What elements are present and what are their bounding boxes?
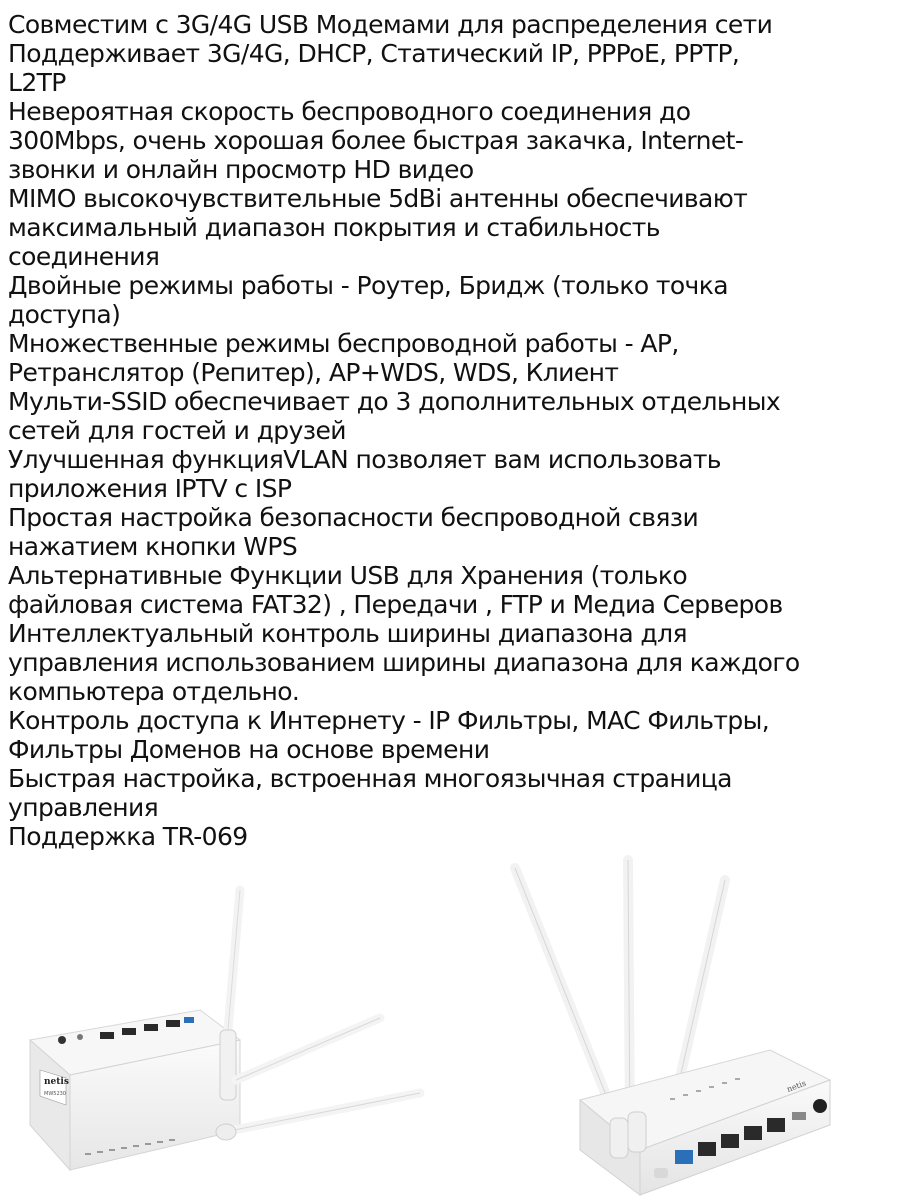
feature-item: Поддержка TR-069 <box>8 822 248 851</box>
router-photo-right <box>470 850 900 1200</box>
antenna-icon <box>515 868 620 1130</box>
antenna-icon <box>236 1018 380 1080</box>
feature-item: MIMO высокочувствительные 5dBi антенны обеспечивают максимальный диапазон покрытия и стабильность соединения <box>8 184 748 271</box>
feature-item: Мульти-SSID обеспечивает до 3 дополнительных отдельных сетей для гостей и друзей <box>8 387 781 445</box>
feature-item: Простая настройка безопасности беспроводной связи нажатием кнопки WPS <box>8 503 699 561</box>
feature-item: Множественные режимы беспроводной работы - AP, Ретранслятор (Репитер), AP+WDS, WDS, Клиент <box>8 329 679 387</box>
feature-item: Быстрая настройка, встроенная многоязычная страница управления <box>8 764 732 822</box>
svg-text:netis: netis <box>44 1077 69 1087</box>
svg-text:MW5230: MW5230 <box>44 1091 66 1097</box>
svg-text:netis: netis <box>785 1078 808 1094</box>
router-photo-left <box>0 870 440 1200</box>
feature-item: Совместим с 3G/4G USB Модемами для распределения сети <box>8 10 773 39</box>
feature-list <box>8 10 898 851</box>
antenna-icon <box>216 1093 420 1140</box>
feature-item: Интеллектуальный контроль ширины диапазона для управления использованием ширины диапазона для каждого компьютера отдельно. <box>8 619 800 706</box>
feature-item: Улучшенная функцияVLAN позволяет вам использовать приложения IPTV с ISP <box>8 445 721 503</box>
feature-item: Поддерживает 3G/4G, DHCP, Статический IP, PPPoE, PPTP, L2TP <box>8 39 740 97</box>
feature-item: Контроль доступа к Интернету - IP Фильтры, MAC Фильтры, Фильтры Доменов на основе времени <box>8 706 770 764</box>
feature-item: Альтернативные Функции USB для Хранения (только файловая система FAT32) , Передачи , FTP и Медиа Серверов <box>8 561 783 619</box>
feature-item: Двойные режимы работы - Роутер, Бридж (только точка доступа) <box>8 271 728 329</box>
feature-item: Невероятная скорость беспроводного соединения до 300Mbps, очень хорошая более быстрая закачка, Internet- звонки и онлайн просмотр HD видео <box>8 97 744 184</box>
